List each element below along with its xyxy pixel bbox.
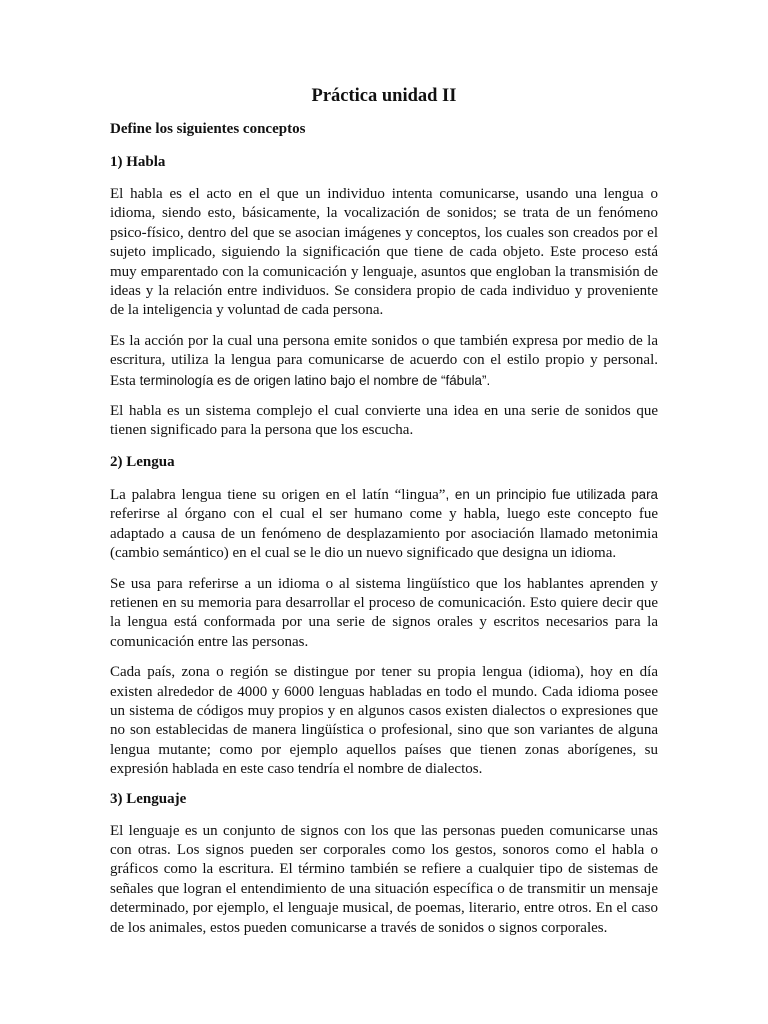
paragraph [110, 332, 658, 391]
paragraph: Cada país, zona o región se distingue por tener su propia lengua (idioma), hoy en día existen alrededor de 4000 y 6000 lenguas habladas en todo el mundo. Cada idioma posee un sistema de códigos muy propios y en algunos casos existen dialectos o expresiones que no son establecidas de manera lingüística o profesional, sino que son variantes de alguna lengua mutante; como por ejemplo aquellos países que tienen zonas aborígenes, su expresión hablada en este caso tendría el nombre de dialectos. [110, 664, 658, 778]
paragraph [110, 485, 658, 564]
section-heading-habla: 1) Habla [110, 154, 166, 170]
document-title: Práctica unidad II [311, 86, 457, 106]
paragraph: El habla es un sistema complejo el cual convierte una idea en una serie de sonidos que tienen significado para la persona que los escucha. [110, 403, 658, 439]
paragraph-text-sans: terminología es de origen latino bajo el nombre de “fábula”. [139, 372, 491, 388]
section-heading-lengua: 2) Lengua [110, 453, 175, 470]
document-subtitle: Define los siguientes conceptos [110, 121, 306, 137]
paragraph: El lenguaje es un conjunto de signos con los que las personas pueden comunicarse unas con otras. Los signos pueden ser corporales como los gestos, sonoros como el habla o gráficos como la escritura. El término también se refiere a cualquier tipo de sistemas de señales que logran el entendimiento de una situación específica o de transmitir un mensaje determinado, por ejemplo, el lenguaje musical, de poemas, literario, entre otros. En el caso de los animales, estos pueden comunicarse a través de sonidos o signos corporales. [110, 822, 658, 936]
paragraph-text-sans: , en un principio fue utilizada para [445, 486, 659, 502]
paragraph-text: La palabra lengua tiene su origen en el latín “lingua” [110, 486, 446, 503]
paragraph-text: referirse al órgano con el cual el ser humano come y habla, luego este concepto fue adaptado a causa de un fenómeno de desplazamiento por asociación llamado metonimia (cambio semántico) en el cual se le dio un nuevo significado que designa un idioma. [110, 506, 658, 562]
paragraph: Se usa para referirse a un idioma o al sistema lingüístico que los hablantes aprenden y retienen en su memoria para desarrollar el proceso de comunicación. Esto quiere decir que la lengua está conformada por una serie de signos orales y escritos necesarios para la comunicación entre las personas. [110, 575, 658, 650]
section-heading-lenguaje: 3) Lenguaje [110, 790, 187, 807]
paragraph: El habla es el acto en el que un individuo intenta comunicarse, usando una lengua o idioma, siendo esto, básicamente, la vocalización de sonidos; se trata de un fenómeno psico-físico, dentro del que se asocian imágenes y conceptos, los cuales son creados por el sujeto implicado, siguiendo la significación que tiene de cada objeto. Este proceso está muy emparentado con la comunicación y lenguaje, asuntos que engloban la transmisión de ideas y la relación entre individuos. Se considera propio de cada individuo y proveniente de la inteligencia y voluntad de cada persona. [110, 186, 658, 319]
paragraph-text: Es la acción por la cual una persona emite sonidos o que también expresa por medio de la escritura, utiliza la lengua para comunicarse de acuerdo con el estilo propio y personal. Esta [110, 332, 658, 389]
